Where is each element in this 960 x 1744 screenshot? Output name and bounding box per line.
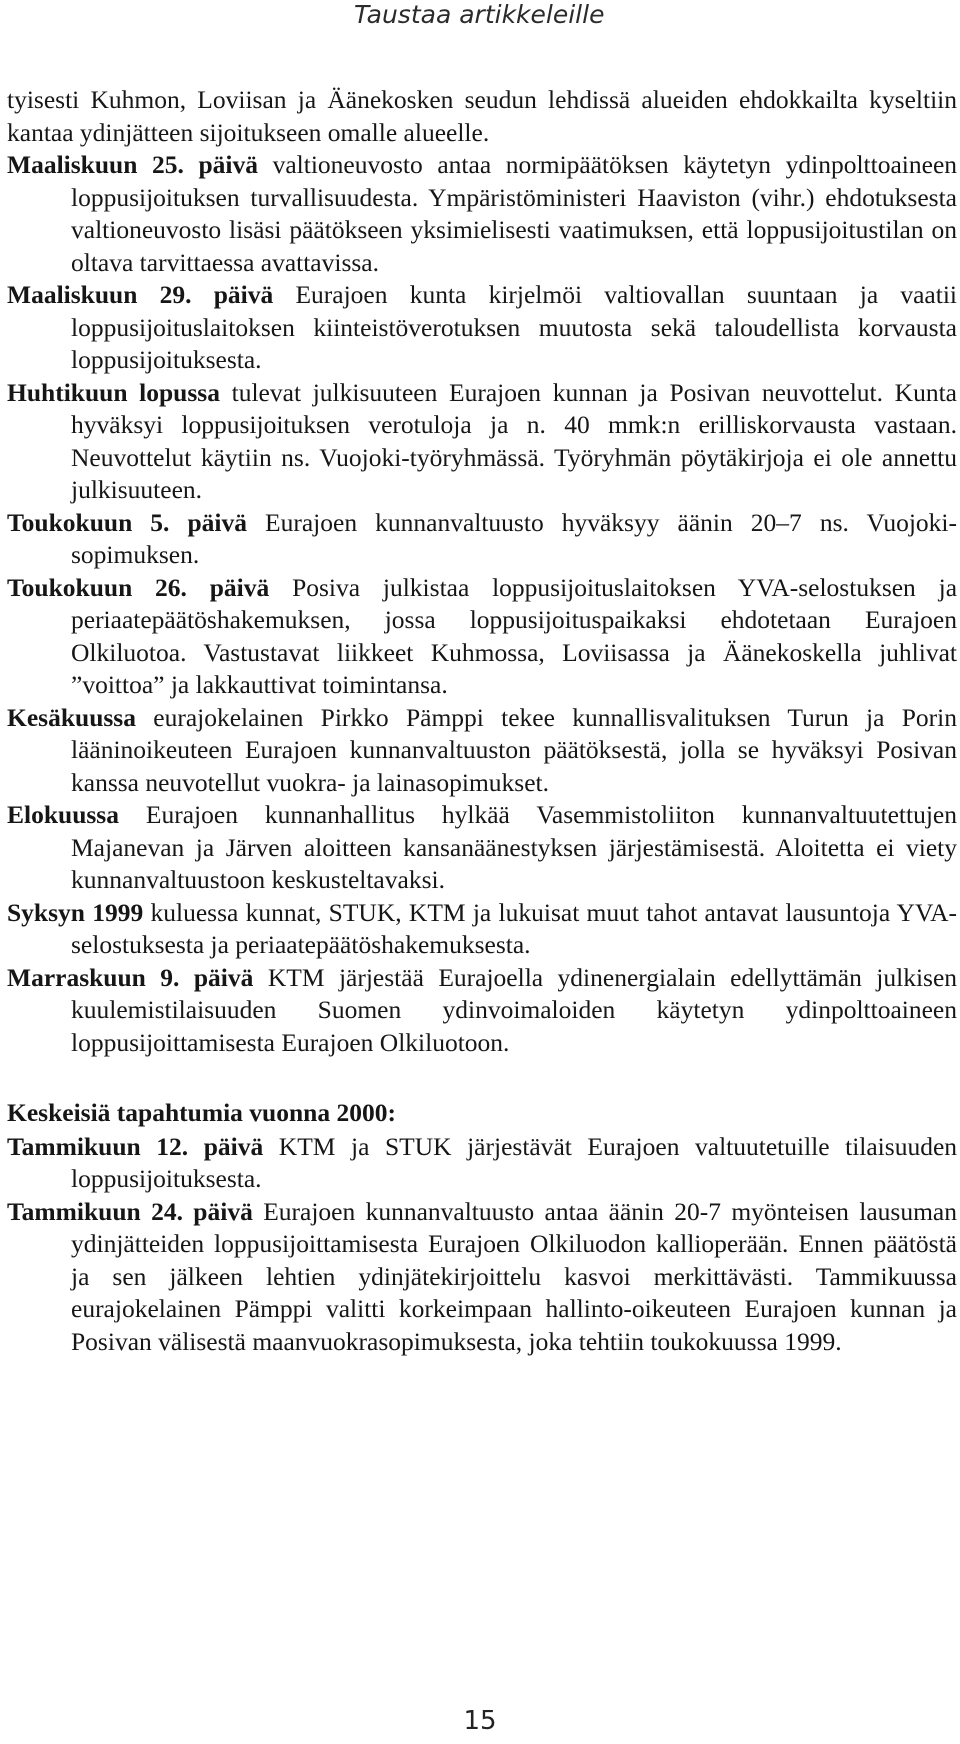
timeline-entry <box>7 799 957 897</box>
timeline-entry <box>7 149 957 279</box>
page-header-title: Taustaa artikkeleille <box>354 0 605 29</box>
entry-date: Marraskuun 9. päivä <box>7 962 254 992</box>
timeline-entry <box>7 377 957 507</box>
timeline-entry <box>7 84 957 149</box>
timeline-entry <box>7 572 957 702</box>
entry-date: Syksyn 1999 <box>7 897 144 927</box>
entry-date: Tammikuun 24. päivä <box>7 1196 253 1226</box>
entry-text: eurajokelainen Pirkko Pämppi tekee kunnallisvalituksen Turun ja Porin lääninoikeuteen Eurajoen kunnanvaltuuston päätöksestä, jolla se hyväksyi Posivan kanssa neuvotellut vuokra- ja lainasopimukset. <box>71 702 957 797</box>
timeline-entry <box>7 1131 957 1196</box>
timeline-entry <box>7 962 957 1060</box>
entry-text: kuluessa kunnat, STUK, KTM ja lukuisat muut tahot antavat lausuntoja YVA-selostuksesta ja periaatepäätöshakemuksesta. <box>71 897 957 959</box>
timeline-entry <box>7 507 957 572</box>
entry-date: Elokuussa <box>7 800 119 829</box>
entry-text: Eurajoen kunta kirjelmöi valtiovallan suuntaan ja vaatii loppusijoituslaitoksen kiinteistöverotuksen muutosta sekä taloudellista korvausta loppusijoituksesta. <box>71 280 957 374</box>
article-body <box>7 84 957 1358</box>
page-number: 15 <box>463 1706 497 1736</box>
entry-date: Tammikuun 12. päivä <box>7 1131 264 1161</box>
timeline-entry <box>7 1196 957 1359</box>
entry-text: KTM ja STUK järjestävät Eurajoen valtuutetuille tilaisuuden loppusijoituksesta. <box>71 1131 958 1193</box>
entry-text: Eurajoen kunnanhallitus hylkää Vasemmistoliiton kunnanvaltuutettujen Majanevan ja Järven aloitteen kansanäänestyksen järjestämisestä. Aloitetta ei viety kunnanvaltuustoon keskusteltavaksi. <box>71 800 957 894</box>
entry-date: Toukokuun 26. päivä <box>7 572 270 602</box>
entry-date: Toukokuun 5. päivä <box>7 507 247 537</box>
entry-text: Posiva julkistaa loppusijoituslaitoksen YVA-selostuksen ja periaatepäätöshakemuksen, jossa loppusijoituspaikaksi ehdotetaan Eurajoen Olkiluotoa. Vastustavat liikkeet Kuhmossa, Loviisassa ja Äänekoskella juhlivat ”voittoa” ja lakkauttivat toimintansa. <box>71 572 958 699</box>
entry-date: Maaliskuun 29. päivä <box>7 280 274 309</box>
entry-text: valtioneuvosto antaa normipäätöksen käytetyn ydinpolttoaineen loppusijoituksen turvallisuudesta. Ympäristöministeri Haaviston (vihr.) ehdotuksesta valtioneuvosto lisäsi päätökseen yksimielisesti vaatimuksen, että loppusijoitustilan on oltava tarvittaessa avattavissa. <box>71 150 958 277</box>
entry-text: Eurajoen kunnanvaltuusto antaa äänin 20-7 myönteisen lausuman ydinjätteiden loppusijoittamisesta Eurajoen Olkiluodon kallioperään. Ennen päätöstä ja sen jälkeen lehtien ydinjätekirjoittelu kasvoi merkittävästi. Tammikuussa eurajokelainen Pämppi valitti korkeimpaan hallinto-oikeuteen Eurajoen kunnan ja Posivan välisestä maanvuokrasopimuksesta, joka tehtiin toukokuussa 1999. <box>71 1196 957 1356</box>
section-heading: Keskeisiä tapahtumia vuonna 2000: <box>7 1098 396 1127</box>
entry-text: KTM järjestää Eurajoella ydinenergialain edellyttämän julkisen kuulemistilaisuuden Suomen ydinvoimaloiden käytetyn ydinpolttoaineen loppusijoittamisesta Eurajoen Olkiluotoon. <box>71 962 958 1057</box>
entry-date: Kesäkuussa <box>7 702 136 732</box>
entry-date: Huhtikuun lopussa <box>7 377 220 407</box>
entry-text: Eurajoen kunnanvaltuusto hyväksyy äänin 20–7 ns. Vuojoki-sopimuksen. <box>71 507 958 569</box>
entry-date: Maaliskuun 25. päivä <box>7 150 258 179</box>
timeline-entry <box>7 702 957 800</box>
timeline-entry <box>7 897 957 962</box>
timeline-entry <box>7 279 957 377</box>
entry-text: tyisesti Kuhmon, Loviisan ja Äänekosken seudun lehdissä alueiden ehdokkailta kyseltiin kantaa ydinjätteen sijoitukseen omalle alueelle. <box>7 85 957 147</box>
entry-text: tulevat julkisuuteen Eurajoen kunnan ja Posivan neuvottelut. Kunta hyväksyi loppusijoituksen verotuloja ja n. 40 mmk:n erilliskorvausta vastaan. Neuvottelut käytiin ns. Vuojoki-työryhmässä. Työryhmän pöytäkirjoja ei ole annettu julkisuuteen. <box>71 377 957 504</box>
